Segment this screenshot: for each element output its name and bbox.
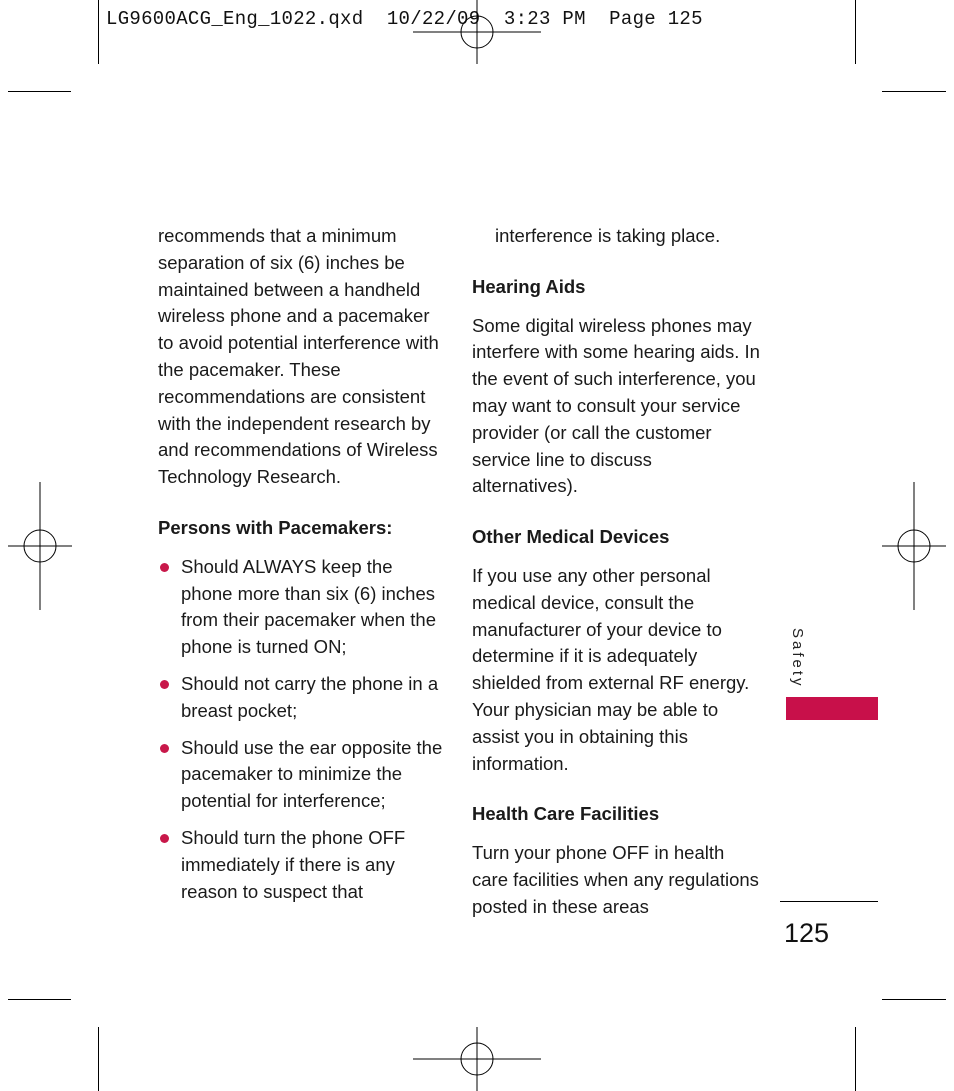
bullet-icon — [160, 563, 169, 572]
health-care-heading: Health Care Facilities — [472, 803, 660, 825]
crop-mark — [855, 0, 856, 64]
crop-mark — [855, 1027, 856, 1091]
left-column — [158, 223, 443, 915]
medical-devices-paragraph: If you use any other personal medical device, consult the manufacturer of your device to determine if it is adequately shielded from external RF energy. Your physician may be able to assist you in obtaining this information. — [472, 564, 750, 774]
crop-mark — [98, 0, 99, 64]
hearing-aids-paragraph: Some digital wireless phones may interfere with some hearing aids. In the event of such interference, you may want to consult your service provider (or call the customer service line to discuss alternatives). — [472, 314, 760, 497]
registration-mark-icon — [413, 1027, 541, 1091]
bullet-icon — [160, 680, 169, 689]
section-tab-bar — [786, 697, 878, 720]
list-item: Should ALWAYS keep the phone more than six (6) inches from their pacemaker when the phone is turned ON; — [158, 554, 443, 661]
crop-mark — [8, 999, 71, 1000]
list-item: Should use the ear opposite the pacemaker to minimize the potential for interference; — [158, 735, 443, 815]
medical-devices-heading: Other Medical Devices — [472, 526, 670, 548]
bullet-icon — [160, 744, 169, 753]
pacemakers-heading: Persons with Pacemakers: — [158, 516, 393, 538]
footer-rule — [780, 901, 878, 902]
crop-mark — [8, 91, 71, 92]
right-column — [472, 223, 762, 921]
continued-text: interference is taking place. — [495, 225, 721, 246]
crop-mark — [882, 999, 946, 1000]
page-number: 125 — [784, 918, 830, 948]
health-care-paragraph: Turn your phone OFF in health care facilities when any regulations posted in these areas — [472, 842, 759, 917]
print-slug: LG9600ACG_Eng_1022.qxd 10/22/09 3:23 PM Page 125 — [106, 8, 703, 30]
list-item: Should turn the phone OFF immediately if there is any reason to suspect that — [158, 825, 443, 905]
crop-mark — [882, 91, 946, 92]
crop-mark — [98, 1027, 99, 1091]
list-item: Should not carry the phone in a breast pocket; — [158, 671, 443, 725]
registration-mark-icon — [882, 482, 946, 610]
registration-mark-icon — [8, 482, 72, 610]
pacemaker-bullet-list — [158, 554, 443, 906]
hearing-aids-heading: Hearing Aids — [472, 275, 586, 297]
section-tab-label: Safety — [789, 628, 806, 689]
bullet-icon — [160, 834, 169, 843]
registration-mark-icon — [413, 0, 541, 64]
intro-paragraph: recommends that a minimum separation of six (6) inches be maintained between a handheld wireless phone and a pacemaker to avoid potential interference with the pacemaker. These recommendations are consistent with the independent research by and recommendations of Wireless Technology Research. — [158, 225, 439, 488]
